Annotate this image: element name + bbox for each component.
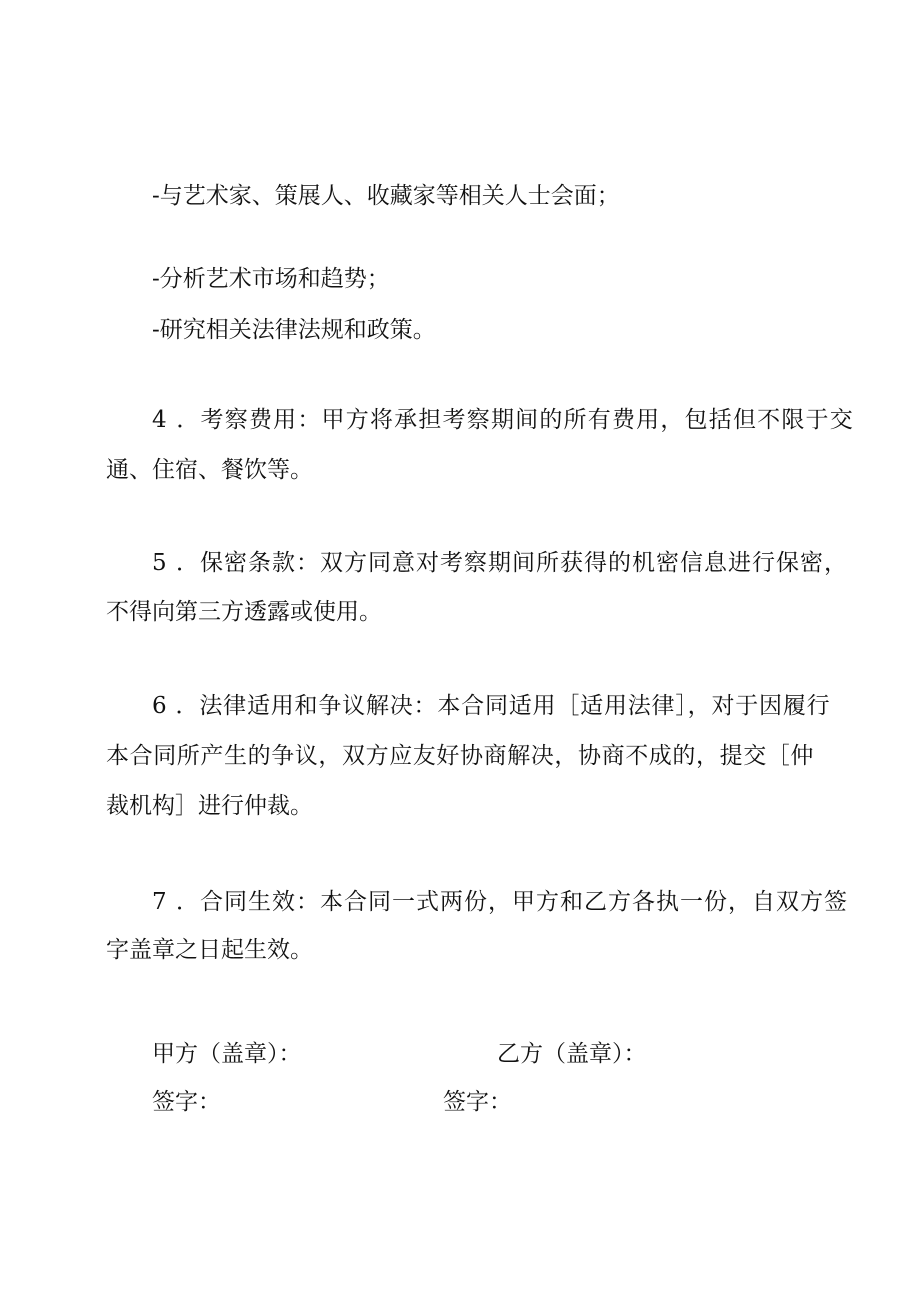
clause-7-line-2: 字盖章之日起生效。 (106, 937, 313, 963)
clause-5-line-1: 5 ．保密条款：双方同意对考察期间所获得的机密信息进行保密， (152, 550, 848, 576)
party-a-signature-label: 签字： (152, 1089, 221, 1115)
clause-7-line-1: 7 ．合同生效：本合同一式两份，甲方和乙方各执一份，自双方签 (152, 889, 848, 915)
party-a-seal-label: 甲方（盖章）： (152, 1041, 302, 1067)
bullet-meet-people: -与艺术家、策展人、收藏家等相关人士会面； (152, 183, 620, 209)
clause-6-line-1: 6 ．法律适用和争议解决：本合同适用［适用法律］，对于因履行 (152, 693, 831, 719)
clause-6-line-2: 本合同所产生的争议，双方应友好协商解决，协商不成的，提交［仲 (106, 743, 814, 769)
party-b-seal-label: 乙方（盖章）： (497, 1041, 647, 1067)
clause-6-line-3: 裁机构］进行仲裁。 (106, 793, 313, 819)
bullet-research-law: -研究相关法律法规和政策。 (152, 317, 436, 343)
clause-4-line-2: 通、住宿、餐饮等。 (106, 457, 313, 483)
clause-5-line-2: 不得向第三方透露或使用。 (106, 599, 382, 625)
clause-4-line-1: 4 ．考察费用：甲方将承担考察期间的所有费用，包括但不限于交 (152, 407, 854, 433)
party-b-signature-label: 签字： (443, 1089, 512, 1115)
bullet-analyze-market: -分析艺术市场和趋势； (152, 266, 390, 292)
